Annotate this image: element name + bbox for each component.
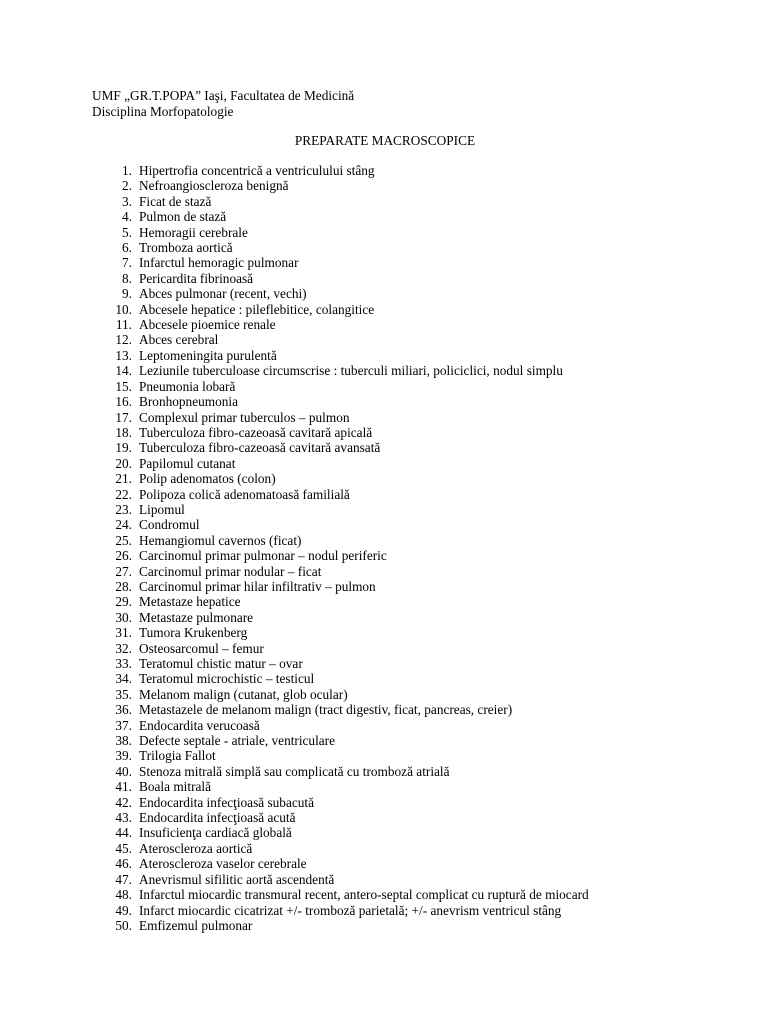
- list-item-text: Infarctul hemoragic pulmonar: [139, 255, 299, 271]
- list-item-number: 50.: [115, 917, 132, 933]
- list-item-text: Emfizemul pulmonar: [139, 917, 253, 933]
- list-item-number: 48.: [115, 887, 132, 903]
- list-item-number: 30.: [115, 609, 132, 625]
- document-header: [92, 88, 354, 119]
- list-item-text: Ateroscleroza vaselor cerebrale: [139, 856, 307, 872]
- list-item-text: Papilomul cutanat: [139, 455, 236, 471]
- list-item-number: 41.: [115, 779, 132, 795]
- list-item-text: Condromul: [139, 517, 200, 533]
- list-item-text: Anevrismul sifilitic aortă ascendentă: [139, 871, 335, 887]
- institution-line: UMF „GR.T.POPA” Iaşi, Facultatea de Medicină: [92, 88, 355, 103]
- list-item-text: Teratomul microchistic – testicul: [139, 671, 315, 687]
- list-item-text: Metastaze pulmonare: [139, 609, 254, 625]
- list-item-text: Boala mitrală: [139, 779, 211, 795]
- list-item-text: Defecte septale - atriale, ventriculare: [139, 733, 336, 749]
- list-item-text: Bronhopneumonia: [139, 394, 238, 410]
- list-item-number: 25.: [115, 532, 132, 548]
- list-item-number: 35.: [115, 686, 132, 702]
- list-item-number: 21.: [115, 471, 132, 487]
- list-item-text: Lipomul: [139, 501, 185, 517]
- list-item-text: Abces cerebral: [139, 332, 219, 348]
- list-item-number: 15.: [115, 378, 132, 394]
- list-item-number: 27.: [115, 563, 132, 579]
- list-item-text: Pulmon de stază: [139, 209, 227, 225]
- list-item-text: Polipoza colică adenomatoasă familială: [139, 486, 350, 502]
- page-title: PREPARATE MACROSCOPICE: [294, 133, 476, 148]
- list-item-text: Abces pulmonar (recent, vechi): [139, 286, 307, 302]
- list-item-text: Endocardita verucoasă: [139, 717, 260, 733]
- list-item-text: Leziunile tuberculoase circumscrise : tuberculi miliari, policiclici, nodul simplu: [139, 363, 563, 379]
- list-item-text: Tuberculoza fibro-cazeoasă cavitară avansată: [139, 440, 381, 456]
- list-item-number: 16.: [115, 394, 132, 410]
- list-item-text: Infarct miocardic cicatrizat +/- tromboză parietală; +/- anevrism ventricul stâng: [139, 902, 562, 918]
- list-item-text: Osteosarcomul – femur: [139, 640, 264, 656]
- list-item-text: Metastazele de melanom malign (tract digestiv, ficat, pancreas, creier): [139, 702, 513, 718]
- list-item-number: 32.: [115, 640, 132, 656]
- list-item-number: 19.: [115, 440, 132, 456]
- list-item-number: 5.: [122, 224, 132, 240]
- list-item-number: 20.: [115, 455, 132, 471]
- list-item-number: 14.: [115, 363, 132, 379]
- list-item-number: 33.: [115, 656, 132, 671]
- list-item-text: Teratomul chistic matur – ovar: [139, 656, 303, 671]
- list-item-number: 1.: [122, 163, 132, 178]
- list-item-number: 31.: [115, 625, 132, 641]
- list-item-number: 43.: [115, 810, 132, 826]
- list-item-text: Ficat de stază: [139, 193, 212, 209]
- list-item-text: Tumora Krukenberg: [139, 625, 248, 641]
- list-item-text: Carcinomul primar pulmonar – nodul periferic: [139, 548, 387, 564]
- list-item-number: 8.: [122, 270, 132, 286]
- list-item-number: 38.: [115, 733, 132, 749]
- list-item-number: 6.: [122, 240, 132, 256]
- list-item-text: Metastaze hepatice: [139, 594, 241, 610]
- list-item-text: Carcinomul primar hilar infiltrativ – pulmon: [139, 578, 376, 594]
- discipline-line: Disciplina Morfopatologie: [92, 103, 234, 119]
- list-item-number: 42.: [115, 794, 132, 810]
- list-item-number: 44.: [115, 825, 132, 841]
- list-item-number: 39.: [115, 748, 132, 764]
- list-item-text: Ateroscleroza aortică: [139, 840, 253, 856]
- list-item-text: Insuficienţa cardiacă globală: [139, 825, 292, 841]
- list-item-text: Endocardita infecţioasă acută: [139, 810, 296, 826]
- list-item-text: Endocardita infecţioasă subacută: [139, 794, 314, 810]
- list-item-text: Polip adenomatos (colon): [139, 471, 276, 487]
- list-item-text: Pneumonia lobară: [139, 378, 236, 394]
- list-item-text: Hemoragii cerebrale: [139, 224, 248, 240]
- list-item-text: Trilogia Fallot: [139, 748, 216, 764]
- list-item-number: 36.: [115, 702, 132, 718]
- list-item-text: Hipertrofia concentrică a ventriculului stâng: [139, 163, 375, 178]
- list-item-text: Tuberculoza fibro-cazeoasă cavitară apicală: [139, 424, 373, 440]
- list-item-text: Abcesele pioemice renale: [139, 317, 276, 333]
- list-item-number: 26.: [115, 548, 132, 564]
- list-item-number: 22.: [115, 486, 132, 502]
- list-item-text: Pericardita fibrinoasă: [139, 270, 254, 286]
- list-item-number: 23.: [115, 501, 132, 517]
- list-item-number: 11.: [115, 317, 132, 333]
- list-item-number: 34.: [115, 671, 132, 687]
- list-item-text: Nefroangioscleroza benignă: [139, 178, 289, 194]
- list-item-number: 17.: [115, 409, 132, 425]
- list-item-text: Infarctul miocardic transmural recent, antero-septal complicat cu ruptură de miocard: [139, 887, 589, 903]
- list-item-number: 10.: [115, 301, 132, 317]
- list-item-text: Complexul primar tuberculos – pulmon: [139, 409, 350, 425]
- list-item-number: 47.: [115, 871, 132, 887]
- list-item-number: 29.: [115, 594, 132, 610]
- list-item-number: 45.: [115, 840, 132, 856]
- list-item-number: 40.: [115, 763, 132, 779]
- list-item-number: 46.: [115, 856, 132, 872]
- list-item-number: 24.: [115, 517, 132, 533]
- list-item-text: Stenoza mitrală simplă sau complicată cu tromboză atrială: [139, 763, 450, 779]
- list-item-text: Carcinomul primar nodular – ficat: [139, 563, 322, 579]
- list-item-number: 4.: [122, 209, 132, 225]
- list-item-number: 13.: [115, 347, 132, 363]
- list-item-number: 9.: [122, 286, 132, 302]
- list-item-text: Melanom malign (cutanat, glob ocular): [139, 686, 348, 702]
- list-item-number: 2.: [122, 178, 132, 194]
- list-item-text: Abcesele hepatice : pileflebitice, colangitice: [139, 301, 375, 317]
- list-item-text: Tromboza aortică: [139, 240, 233, 256]
- list-item-number: 7.: [122, 255, 132, 271]
- list-item-number: 49.: [115, 902, 132, 918]
- list-item-number: 37.: [115, 717, 132, 733]
- list-item-number: 12.: [115, 332, 132, 348]
- list-item-number: 18.: [115, 424, 132, 440]
- list-item-number: 28.: [115, 578, 132, 594]
- list-item-number: 3.: [122, 193, 132, 209]
- list-item-text: Leptomeningita purulentă: [139, 347, 277, 363]
- list-item-text: Hemangiomul cavernos (ficat): [139, 532, 302, 548]
